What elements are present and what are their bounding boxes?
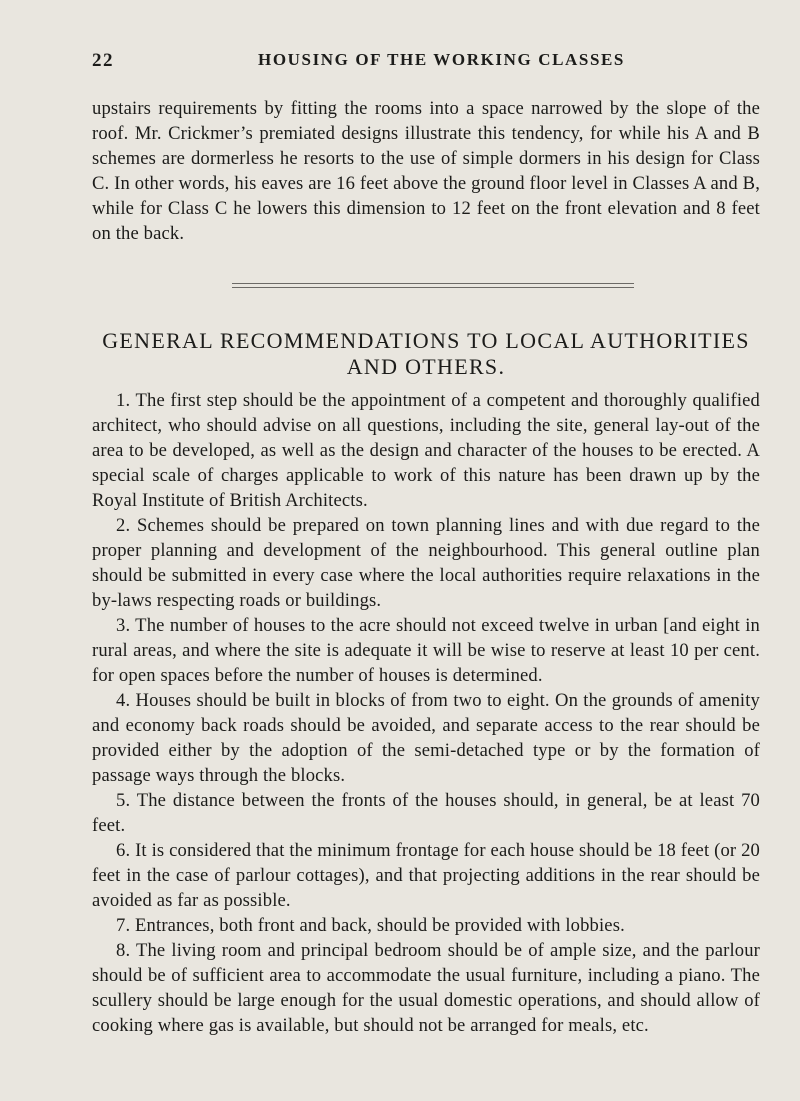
recommendation-1: 1. The first step should be the appointment of a competent and thoroughly qualified architect, who should advise on all questions, including the site, general lay-out of the area to be developed, as well as the design and character of the houses to be erected. A special scale of charges applicable to work of this nature has been drawn up by the Royal Institute of British Architects. — [92, 390, 760, 511]
running-head — [92, 50, 760, 76]
recommendation-7: 7. Entrances, both front and back, should be provided with lobbies. — [116, 915, 625, 936]
recommendation-2: 2. Schemes should be prepared on town planning lines and with due regard to the proper planning and development of the neighbourhood. This general outline plan should be submitted in every case where the local authorities require relaxations in the by-laws respecting roads or buildings. — [92, 515, 760, 611]
section-divider — [232, 283, 634, 288]
running-title: HOUSING OF THE WORKING CLASSES — [258, 50, 625, 69]
section-heading-line-2: AND OTHERS. — [346, 354, 506, 379]
recommendation-6: 6. It is considered that the minimum frontage for each house should be 18 feet (or 20 feet in the case of parlour cottages), and that projecting additions in the rear should be avoided as far as possible. — [92, 840, 760, 911]
recommendation-4: 4. Houses should be built in blocks of from two to eight. On the grounds of amenity and economy back roads should be avoided, and separate access to the rear should be provided either by the adoption of the semi-detached type or by the formation of passage ways through the blocks. — [92, 690, 760, 786]
page-number: 22 — [92, 50, 114, 71]
recommendation-8: 8. The living room and principal bedroom should be of ample size, and the parlour should be of sufficient area to accommodate the usual furniture, including a piano. The scullery should be large enough for the usual domestic operations, and should allow of cooking where gas is available, but should not be arranged for meals, etc. — [92, 940, 760, 1036]
section-heading-line-1: GENERAL RECOMMENDATIONS TO LOCAL AUTHORITIES — [102, 328, 750, 353]
recommendations-list — [92, 388, 760, 1038]
recommendation-3: 3. The number of houses to the acre should not exceed twelve in urban [and eight in rural areas, and where the site is adequate it will be wise to reserve at least 10 per cent. for open spaces before the number of houses is determined. — [92, 615, 760, 686]
intro-paragraph: upstairs requirements by fitting the rooms into a space narrowed by the slope of the roof. Mr. Crickmer’s premiated designs illustrate this tendency, for while his A and B schemes are dormerless he resorts to the use of simple dormers in his design for Class C. In other words, his eaves are 16 feet above the ground floor level in Classes A and B, while for Class C he lowers this dimension to 12 feet on the front elevation and 8 feet on the back. — [92, 98, 760, 244]
intro-text — [92, 96, 760, 246]
section-heading — [92, 328, 760, 380]
recommendation-5: 5. The distance between the fronts of the houses should, in general, be at least 70 feet. — [92, 790, 760, 836]
